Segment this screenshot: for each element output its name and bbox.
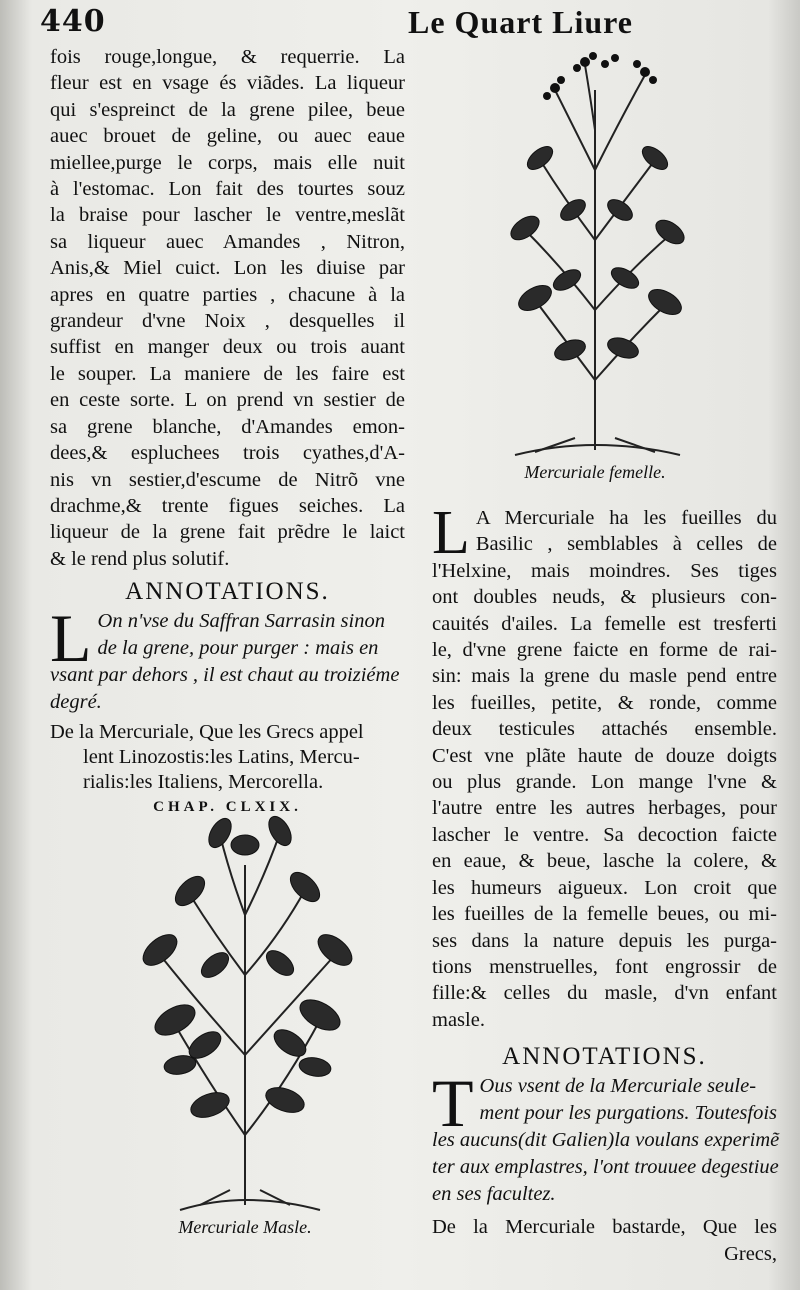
text-line: le, d'vne grene faicte en forme de rai- <box>432 639 777 662</box>
chapter-title-line: rialis:les Italiens, Mercorella. <box>83 771 324 794</box>
text-line: sa grene blanche, d'Amandes emon- <box>50 415 405 438</box>
text-line: ses dans la nature depuis les purga- <box>432 929 777 952</box>
figure-mercuriale-femelle <box>495 50 695 483</box>
left-column <box>50 44 405 816</box>
text-line: deux testicules attachés ensemble. <box>432 718 777 741</box>
text-line: grandeur d'vne Noix , desquelles il <box>50 310 405 333</box>
text-line: les fueilles, petite, & ronde, comme <box>432 691 777 714</box>
text-line: en eaue, & beue, lasche la colere, & <box>432 850 777 873</box>
figure-caption: Mercuriale femelle. <box>524 462 666 482</box>
text-line: nis vn sestier,d'escume de Nitrõ vne <box>50 468 405 491</box>
text-line: fille:& celles du masle, d'vn enfant <box>432 982 777 1005</box>
text-line: suffist en manger deux ou trois auant <box>50 336 405 359</box>
plant-woodcut-masle <box>120 805 370 1215</box>
text-line: masle. <box>432 1008 485 1031</box>
text-line: Basilic , semblables à celles de <box>475 533 777 556</box>
text-line: à l'estomac. Lon fait des tourtes souz <box>50 178 405 201</box>
annotation-line: ment pour les purgations. Toutesfois <box>479 1102 778 1125</box>
left-annotation <box>50 600 405 716</box>
text-line: lascher le ventre. Sa decoction faicte <box>432 823 777 846</box>
page-number: 440 <box>40 4 106 39</box>
annotations-heading: ANNOTATIONS. <box>502 1043 707 1071</box>
chapter-title-line: lent Linozostis:les Latins, Mercu- <box>83 746 360 769</box>
text-line: qui s'espreinct de la grene pilee, beue <box>50 98 405 121</box>
figure-caption: Mercuriale Masle. <box>178 1217 312 1237</box>
plant-woodcut-femelle <box>495 50 695 460</box>
text-line: apres en quatre parties , chacune à la <box>50 283 405 306</box>
text-line: miellee,purge le corps, mais elle nuit <box>50 151 405 174</box>
page-header <box>40 4 780 44</box>
chapter-title <box>50 720 405 795</box>
text-line: sin: mais la grene du masle pend entre <box>432 665 777 688</box>
left-body-text <box>50 44 405 572</box>
text-line: le souper. La maniere de les faire est <box>50 362 405 385</box>
text-line: dees,& espluchees trois cyathes,d'A- <box>50 442 405 465</box>
text-line: tions menstruelles, font engrossir de <box>432 955 777 978</box>
text-line: A Mercuriale ha les fueilles du <box>475 507 777 529</box>
text-line: l'autre entre les autres herbages, pour <box>432 797 777 820</box>
annotation-line: les aucuns(dit Galien)la voulans experimẽ <box>432 1129 780 1152</box>
chapter-title-line: De la Mercuriale, Que les Grecs appel <box>50 721 364 744</box>
text-line: l'Helxine, mais moindres. Ses tiges <box>432 559 777 582</box>
annotation-line: ter aux emplastres, l'ont trouuee degestiue <box>432 1156 779 1179</box>
text-line: auec brouet de geline, ou auec eaue <box>50 125 405 148</box>
text-line: cauités d'ailes. La femelle est tresferti <box>432 612 777 635</box>
text-line: sa liqueur auec Amandes , Nitron, <box>50 230 405 253</box>
text-line: la braise pour lascher le ventre,meslãt <box>50 204 405 227</box>
text-line: Grecs, <box>724 1242 777 1265</box>
text-line: drachme,& trente figues seiches. La <box>50 494 405 517</box>
text-line: C'est vne plãte haute de douze doigts <box>432 744 777 767</box>
text-line: ont doubles neuds, & plusieurs con- <box>432 586 777 609</box>
drop-cap: L <box>50 600 92 677</box>
annotations-heading: ANNOTATIONS. <box>125 578 330 606</box>
text-line: les fueilles de la femelle beues, ou mi- <box>432 903 777 926</box>
chapter-number: CHAP. CLXIX. <box>153 799 302 816</box>
annotation-line: degré. <box>50 691 102 714</box>
text-line: Anis,& Miel cuict. Lon les diuise par <box>50 257 405 280</box>
text-line: les humeurs aigueux. Lon croit que <box>432 876 777 899</box>
drop-cap: L <box>432 499 470 567</box>
text-line: fleur est en vsage és viãdes. La liqueur <box>50 72 405 95</box>
drop-cap: T <box>432 1065 474 1142</box>
annotation-line: Ous vsent de la Mercuriale seule- <box>479 1075 757 1098</box>
annotation-line: vsant par dehors , il est chaut au troiziéme <box>50 664 400 687</box>
text-line: en ceste sorte. L on prend vn sestier de <box>50 389 405 412</box>
annotation-line: de la grene, pour purger : mais en <box>97 637 379 660</box>
right-annotation <box>432 1065 780 1208</box>
right-body-text <box>432 499 777 1033</box>
figure-mercuriale-masle <box>120 805 370 1238</box>
closing-text <box>432 1214 777 1267</box>
text-line: De la Mercuriale bastarde, Que les <box>432 1216 777 1239</box>
text-line: ou plus grande. Lon mange l'vne & <box>432 771 777 794</box>
running-title: Le Quart Liure <box>408 4 633 40</box>
annotation-line: On n'vse du Saffran Sarrasin sinon <box>97 610 385 633</box>
text-line: & le rend plus solutif. <box>50 547 230 570</box>
text-line: liqueur de la grene fait prẽdre le laict <box>50 521 405 544</box>
text-line: fois rouge,longue, & requerrie. La <box>50 46 405 68</box>
right-column <box>432 499 780 1267</box>
annotation-line: en ses facultez. <box>432 1183 556 1206</box>
